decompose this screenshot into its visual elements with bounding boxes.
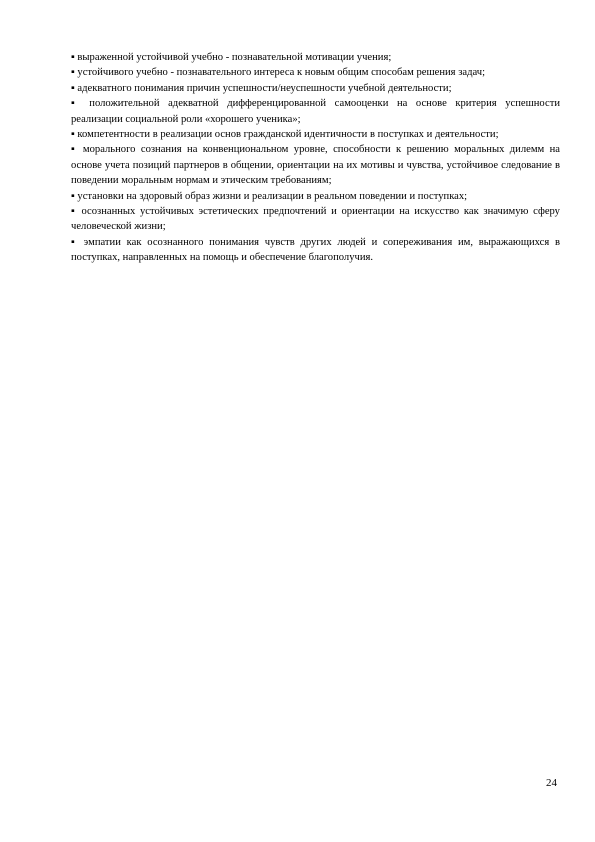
bullet-icon: ▪ [71, 206, 77, 218]
bullet-icon: ▪ [71, 236, 78, 248]
list-item-text: осознанных устойчивых эстетических предпочтений и ориентации на искусство как значимую сферу человеческой жизни; [71, 206, 560, 233]
list-item-text: устойчивого учебно - познавательного интереса к новым общим способам решения задач; [77, 67, 486, 79]
list-item-text: положительной адекватной дифференцированной самооценки на основе критерия успешности реализации социальной роли «хорошего ученика»; [71, 98, 560, 125]
list-item-text: морального сознания на конвенциональном уровне, способности к решению моральных дилемм на основе учета позиций партнеров в общении, ориентации на их мотивы и чувства, устойчивое следование в поведении моральным нормам и этическим требованиям; [71, 144, 561, 187]
list-item [71, 204, 560, 235]
bullet-icon: ▪ [71, 52, 75, 63]
list-item [71, 96, 560, 127]
list-item-text: установки на здоровый образ жизни и реализации в реальном поведении и поступках; [77, 190, 468, 202]
list-item [71, 189, 560, 204]
bullet-icon: ▪ [71, 98, 81, 110]
page-number: 24 [546, 777, 557, 789]
list-item-text: выраженной устойчивой учебно - познавательной мотивации учения; [77, 52, 392, 63]
list-item [71, 127, 560, 142]
bullet-icon: ▪ [71, 82, 75, 94]
list-item [71, 142, 560, 188]
bullet-icon: ▪ [71, 144, 78, 156]
bullet-icon: ▪ [71, 67, 75, 79]
list-item [71, 65, 560, 80]
bullet-list [71, 50, 560, 266]
bullet-icon: ▪ [71, 190, 75, 202]
list-item [71, 235, 560, 266]
bullet-icon: ▪ [71, 129, 75, 141]
list-item [71, 50, 560, 65]
list-item-text: эмпатии как осознанного понимания чувств других людей и сопереживания им, выражающихся в поступках, направленных на помощь и обеспечение благополучия. [71, 236, 560, 264]
list-item [71, 81, 560, 96]
list-item-text: компетентности в реализации основ гражданской идентичности в поступках и деятельности; [77, 129, 499, 141]
list-item-text: адекватного понимания причин успешности/неуспешности учебной деятельности; [77, 82, 452, 94]
